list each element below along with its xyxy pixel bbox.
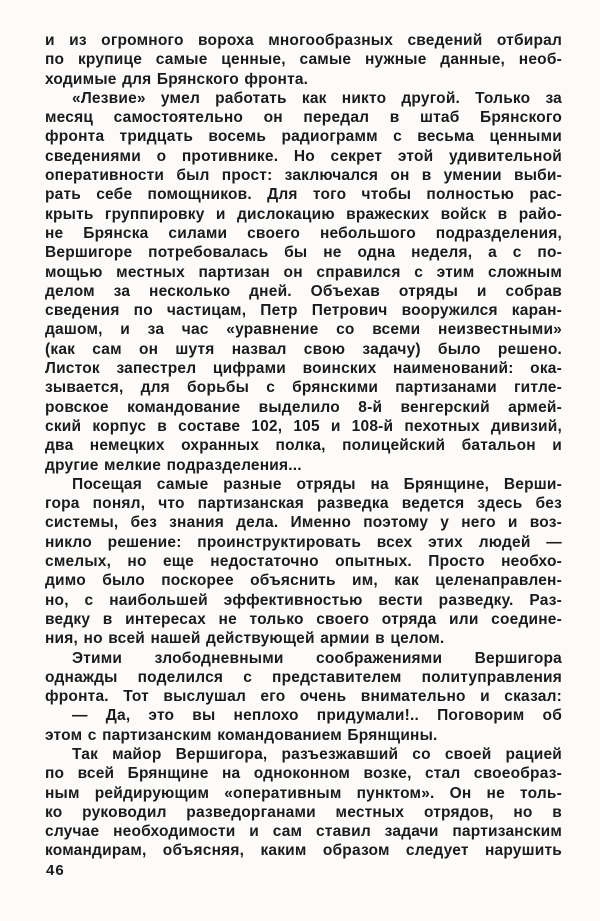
text-line: ходимые для Брянского фронта. — [45, 70, 309, 88]
text-line: фронта тридцать восемь радиограмм с весьма ценными — [45, 128, 562, 146]
text-line: по всей Брянщине на одноконном возке, стал своеобраз- — [45, 765, 562, 783]
text-line: Так майор Вершигора, разъезжавший со своей рацией — [72, 745, 562, 763]
text-line: ровское командование выделило 8-й венгерский армей- — [45, 398, 562, 416]
text-line: однажды поделился с представителем политуправления — [45, 668, 562, 686]
page-number: 46 — [46, 862, 65, 879]
text-line: ния, но всей нашей действующей армии в целом. — [45, 630, 445, 648]
text-line: зывается, для борьбы с брянскими партизанами гитле- — [45, 379, 562, 397]
text-line: по крупице самые ценные, самые нужные данные, необ- — [45, 51, 562, 69]
text-line: рать себе помощников. Для того чтобы полностью рас- — [45, 186, 562, 204]
text-line: — Да, это вы неплохо придумали!.. Поговорим об — [72, 707, 562, 725]
text-block — [45, 31, 562, 861]
text-line: другие мелкие подразделения... — [45, 456, 302, 474]
text-line: и из огромного вороха многообразных сведений отбирал — [45, 32, 562, 49]
paragraph — [45, 706, 562, 745]
text-line: димо было поскорее объяснить им, как целенаправлен- — [45, 572, 562, 590]
text-line: ко руководил разведорганами местных отрядов, но в — [45, 803, 562, 821]
paragraph — [45, 745, 562, 861]
text-line: ным рейдирующим «оперативным пунктом». Он не толь- — [45, 784, 562, 802]
paragraph — [45, 475, 562, 649]
text-line: Этими злободневными соображениями Вершигора — [72, 649, 562, 667]
text-line: фронта. Тот выслушал его очень внимательно и сказал: — [45, 688, 562, 706]
paragraph — [45, 31, 562, 89]
text-line: никло решение: проинструктировать всех этих людей — — [45, 533, 562, 551]
text-line: два немецких охранных полка, полицейский батальон и — [45, 437, 562, 455]
text-line: сведениями о противнике. Но секрет этой удивительной — [45, 147, 562, 165]
paragraph — [45, 649, 562, 707]
text-line: сведения по частицам, Петр Петрович вооружился каран- — [45, 302, 562, 320]
text-line: «Лезвие» умел работать как никто другой. Только за — [72, 89, 562, 107]
text-line: ведку в интересах не только своего отряда или соедине- — [45, 610, 562, 628]
text-line: но, с наибольшей эффективностью вести разведку. Раз- — [45, 591, 562, 609]
text-line: гора понял, что партизанская разведка ведется здесь без — [45, 495, 562, 513]
text-line: оперативности был прост: заключался он в умении выби- — [45, 167, 562, 185]
text-line: случае необходимости и сам ставил задачи партизанским — [45, 823, 562, 841]
text-line: командирам, объясняя, каким образом следует нарушить — [45, 842, 562, 860]
text-line: не Брянска силами своего небольшого подразделения, — [45, 224, 562, 242]
text-line: ский корпус в составе 102, 105 и 108-й пехотных дивизий, — [45, 417, 562, 435]
text-line: этом с партизанским командованием Брянщины. — [45, 726, 438, 744]
text-line: делом за несколько дней. Объехав отряды и собрав — [45, 282, 562, 300]
text-line: Вершигоре потребовалась бы не одна неделя, а с по- — [45, 244, 562, 262]
text-line: месяц самостоятельно он передал в штаб Брянского — [45, 109, 562, 127]
text-line: дашом, и за час «уравнение со всеми неизвестными» — [45, 321, 562, 339]
text-line: Листок запестрел цифрами воинских наименований: ока- — [45, 360, 562, 378]
text-line: (как сам он шутя назвал свою задачу) было решено. — [45, 340, 562, 358]
text-line: Посещая самые разные отряды на Брянщине, Верши- — [72, 475, 562, 493]
text-line: смелых, но еще недостаточно опытных. Просто необхо- — [45, 553, 562, 571]
text-line: крыть группировку и дислокацию вражеских войск в райо- — [45, 205, 562, 223]
text-line: мощью местных партизан он справился с этим сложным — [45, 263, 562, 281]
text-line: системы, без знания дела. Именно поэтому у него и воз- — [45, 514, 562, 532]
paragraph — [45, 89, 562, 475]
